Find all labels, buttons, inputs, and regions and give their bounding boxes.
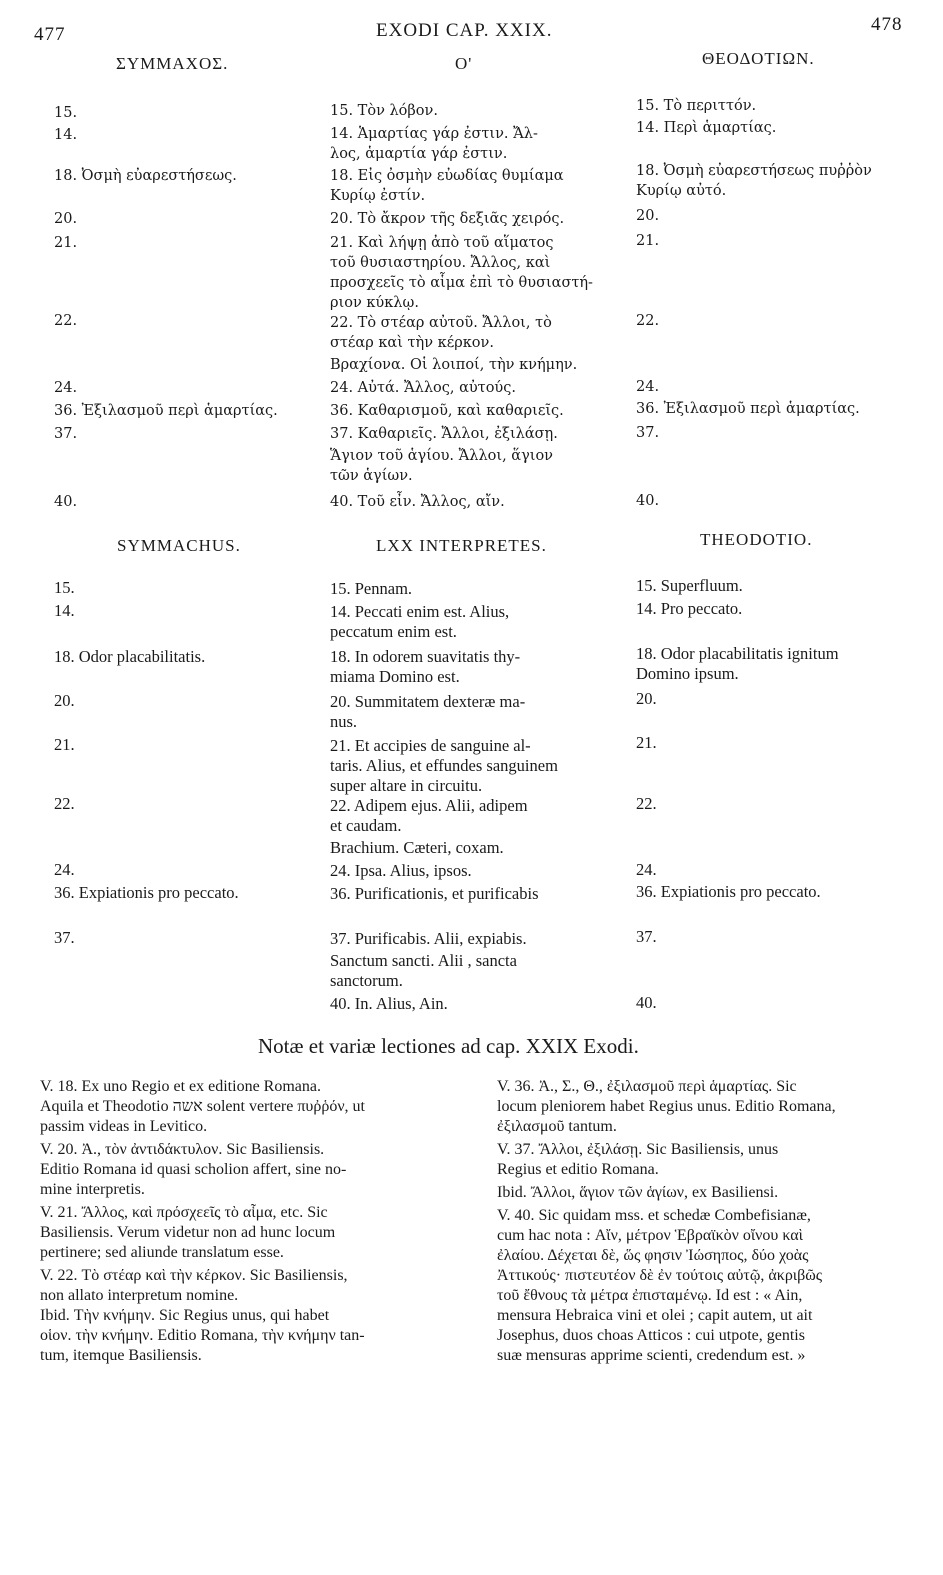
text-line: Κυρίῳ ἐστίν. — [330, 188, 426, 204]
text-line: λος, ἁμαρτία γάρ ἐστιν. — [330, 146, 508, 162]
text-line: 37. Καθαριεῖς. Ἄλλοι, ἐξιλάσῃ. — [330, 426, 558, 442]
text-line: ἐλαίου. Δέχεται δὲ, ὥς φησιν Ἰώσηπος, δύο χοὰς — [497, 1247, 809, 1264]
text-line: 20. — [54, 691, 75, 710]
text-line: 37. — [54, 928, 75, 947]
text-line: Basiliensis. Verum videtur non ad hunc locum — [40, 1224, 336, 1241]
text-line: 14. Περὶ ἁμαρτίας. — [636, 120, 777, 136]
text-line: 20. — [636, 689, 657, 708]
text-line: 22. Adipem ejus. Alii, adipem — [330, 796, 528, 815]
text-line: et caudam. — [330, 816, 402, 835]
text-line: non allato interpretum nomine. — [40, 1287, 239, 1304]
text-line: sanctorum. — [330, 971, 403, 990]
text-line: 18. Odor placabilitatis. — [54, 647, 206, 666]
text-line: nus. — [330, 712, 358, 731]
text-line: 18. In odorem suavitatis thy- — [330, 647, 521, 666]
text-line: mensura Hebraica vini et olei ; capit autem, ut ait — [497, 1307, 813, 1324]
greek-head-theodotion: ΘΕΟΔΟΤΙΩΝ. — [702, 49, 815, 68]
text-line: 20. — [636, 208, 660, 224]
latin-head-lxx: LXX INTERPRETES. — [376, 536, 547, 555]
text-line: 37. — [636, 425, 660, 441]
text-line: V. 21. Ἄλλος, καὶ πρόσχεεῖς τὸ αἷμα, etc. Sic — [40, 1204, 328, 1221]
text-line: 40. In. Alius, Ain. — [330, 994, 448, 1013]
text-line: 24. Αὐτά. Ἄλλος, αὐτούς. — [330, 380, 516, 396]
text-line: V. 22. Τὸ στέαρ καὶ τὴν κέρκον. Sic Basiliensis, — [40, 1267, 348, 1284]
text-line: 36. Ἐξιλασμοῦ περὶ ἁμαρτίας. — [54, 403, 278, 419]
text-line: V. 36. Ἀ., Σ., Θ., ἐξιλασμοῦ περὶ ἁμαρτίας. Sic — [497, 1078, 797, 1095]
text-line: 40. — [636, 493, 660, 509]
text-line: 24. — [636, 860, 657, 879]
latin-head-theodotion: THEODOTIO. — [700, 530, 813, 549]
text-line: 15. — [54, 578, 75, 597]
text-line: Josephus, duos choas Atticos : cui utpote, gentis — [497, 1327, 805, 1344]
text-line: 15. Pennam. — [330, 579, 413, 598]
text-line: 14. Peccati enim est. Alius, — [330, 602, 510, 621]
text-line: 14. — [54, 127, 78, 143]
text-line: 36. Expiationis pro peccato. — [54, 883, 239, 902]
text-line: 40. Τοῦ εἶν. Ἄλλος, αἴν. — [330, 494, 505, 510]
text-line: passim videas in Levitico. — [40, 1118, 208, 1135]
text-line: cum hac nota : Αἴν, μέτρον Ἑβραϊκὸν οἴνου καὶ — [497, 1227, 803, 1244]
text-line: προσχεεῖς τὸ αἷμα ἐπὶ τὸ θυσιαστή- — [330, 275, 593, 291]
text-line: 20. Τὸ ἄκρον τῆς δεξιᾶς χειρός. — [330, 211, 565, 227]
text-line: 22. — [636, 313, 660, 329]
text-line: miama Domino est. — [330, 667, 460, 686]
text-line: Ibid. Τὴν κνήμην. Sic Regius unus, qui habet — [40, 1307, 330, 1324]
text-line: 18. Ὀσμὴ εὐαρεστήσεως. — [54, 168, 237, 184]
text-line: Βραχίονα. Οἱ λοιποί, τὴν κνήμην. — [330, 357, 578, 373]
text-line: V. 37. Ἄλλοι, ἐξιλάσῃ. Sic Basiliensis, unus — [497, 1141, 779, 1158]
text-line: 18. Εἰς ὀσμὴν εὐωδίας θυμίαμα — [330, 168, 564, 184]
text-line: 15. Τὸ περιττόν. — [636, 98, 757, 114]
text-line: 14. — [54, 601, 75, 620]
text-line: ἐξιλασμοῦ tantum. — [497, 1118, 617, 1135]
text-line: 21. — [54, 235, 78, 251]
text-line: pertinere; sed aliunde translatum esse. — [40, 1244, 284, 1261]
text-line: Aquila et Theodotio אשה solent vertere πυῤῥόν, ut — [40, 1098, 365, 1115]
text-line: 36. Expiationis pro peccato. — [636, 882, 821, 901]
text-line: V. 20. Ἀ., τὸν ἀντιδάκτυλον. Sic Basiliensis. — [40, 1141, 325, 1158]
text-line: 24. Ipsa. Alius, ipsos. — [330, 861, 472, 880]
text-line: 22. — [54, 794, 75, 813]
text-line: στέαρ καὶ τὴν κέρκον. — [330, 335, 494, 351]
text-line: 18. Odor placabilitatis ignitum — [636, 644, 839, 663]
text-line: 21. — [636, 233, 660, 249]
text-line: 37. — [54, 426, 78, 442]
text-line: 24. — [54, 380, 78, 396]
text-line: V. 40. Sic quidam mss. et schedæ Combefisianæ, — [497, 1207, 811, 1224]
text-line: 22. — [636, 794, 657, 813]
text-line: 21. — [636, 733, 657, 752]
text-line: 37. — [636, 927, 657, 946]
page-number-left: 477 — [34, 24, 66, 45]
text-line: τοῦ θυσιαστηρίου. Ἄλλος, καὶ — [330, 255, 551, 271]
text-line: super altare in circuitu. — [330, 776, 483, 795]
text-line: 36. Καθαρισμοῦ, καὶ καθαριεῖς. — [330, 403, 564, 419]
text-line: 18. Ὀσμὴ εὐαρεστήσεως πυῤῥὸν — [636, 163, 872, 179]
text-line: 20. Summitatem dexteræ ma- — [330, 692, 526, 711]
text-line: 40. — [54, 494, 78, 510]
text-line: 15. Τὸν λόβον. — [330, 103, 438, 119]
text-line: 36. Purificationis, et purificabis — [330, 884, 539, 903]
text-line: 36. Ἐξιλασμοῦ περὶ ἁμαρτίας. — [636, 401, 860, 417]
text-line: τοῦ ἔθνους τὰ μέτρα ἐπισταμένῳ. Id est : « Ain, — [497, 1287, 803, 1304]
latin-head-symmachus: SYMMACHUS. — [117, 536, 241, 555]
text-line: 21. Et accipies de sanguine al- — [330, 736, 531, 755]
page-number-right: 478 — [871, 14, 903, 35]
text-line: 21. — [54, 735, 75, 754]
notes-title: Notæ et variæ lectiones ad cap. XXIX Exodi. — [258, 1034, 639, 1058]
text-line: 40. — [636, 993, 657, 1012]
text-line: Sanctum sancti. Alii , sancta — [330, 951, 517, 970]
text-line: Κυρίῳ αὐτό. — [636, 183, 727, 199]
text-line: 24. — [54, 860, 75, 879]
text-line: Regius et editio Romana. — [497, 1161, 659, 1178]
text-line: tum, itemque Basiliensis. — [40, 1347, 202, 1364]
text-line: taris. Alius, et effundes sanguinem — [330, 756, 558, 775]
text-line: Brachium. Cæteri, coxam. — [330, 838, 504, 857]
text-line: 14. Pro peccato. — [636, 599, 743, 618]
text-line: οἱον. τὴν κνήμην. Editio Romana, τὴν κνήμην tan- — [40, 1327, 365, 1344]
text-line: V. 18. Ex uno Regio et ex editione Romana. — [40, 1078, 321, 1095]
text-line: 21. Καὶ λήψῃ ἀπὸ τοῦ αἵματος — [330, 235, 554, 251]
text-line: 22. — [54, 313, 78, 329]
greek-head-symmachus: ΣΥΜΜΑΧΟΣ. — [116, 54, 229, 73]
text-line: 22. Τὸ στέαρ αὐτοῦ. Ἄλλοι, τὸ — [330, 315, 552, 331]
text-line: 15. Superfluum. — [636, 576, 743, 595]
text-line: 24. — [636, 379, 660, 395]
running-title: EXODI CAP. XXIX. — [376, 20, 553, 41]
text-line: suæ mensuras apprime scienti, credendum est. » — [497, 1347, 806, 1364]
text-line: 14. Ἁμαρτίας γάρ ἐστιν. Ἄλ- — [330, 126, 538, 142]
text-line: τῶν ἁγίων. — [330, 468, 413, 484]
greek-head-lxx: Ο' — [455, 54, 473, 73]
text-line: peccatum enim est. — [330, 622, 457, 641]
text-line: locum pleniorem habet Regius unus. Editio Romana, — [497, 1098, 836, 1115]
text-line: Editio Romana id quasi scholion affert, sine no- — [40, 1161, 347, 1178]
text-line: 37. Purificabis. Alii, expiabis. — [330, 929, 527, 948]
text-line: 15. — [54, 105, 78, 121]
text-line: ριον κύκλῳ. — [330, 295, 419, 311]
text-line: Domino ipsum. — [636, 664, 739, 683]
text-line: 20. — [54, 211, 78, 227]
text-line: mine interpretis. — [40, 1181, 145, 1198]
text-line: Ἅγιον τοῦ ἁγίου. Ἄλλοι, ἅγιον — [330, 448, 553, 464]
text-line: Ἀττικούς· πιστευτέον δὲ ἐν τούτοις αὐτῷ, ἀκριβῶς — [497, 1267, 823, 1284]
text-line: Ibid. Ἄλλοι, ἅγιον τῶν ἁγίων, ex Basiliensi. — [497, 1184, 779, 1201]
